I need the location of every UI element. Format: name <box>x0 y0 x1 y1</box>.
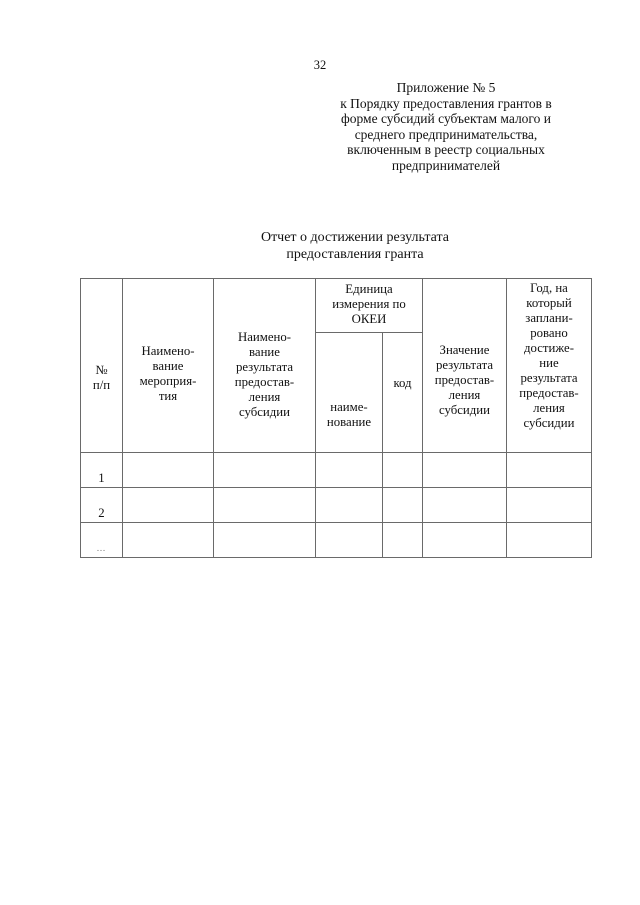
report-title-line: предоставления гранта <box>286 247 424 262</box>
appendix-line: форме субсидий субъектам малого и <box>341 111 551 127</box>
appendix-line: включенным в реестр социальных <box>347 142 545 158</box>
table-cell <box>383 488 423 523</box>
report-title <box>0 229 640 263</box>
table-cell <box>316 488 383 523</box>
page-number: 32 <box>313 58 327 72</box>
table-cell <box>383 523 423 558</box>
header-event-name: Наимено- вание мероприя- тия <box>123 279 214 453</box>
header-result-value: Значение результата предостав- ления субсидии <box>423 279 507 453</box>
header-unit-name: наиме- нование <box>316 333 383 453</box>
table-cell <box>316 523 383 558</box>
table-cell <box>123 523 214 558</box>
row-index: 1 <box>81 453 123 488</box>
table-cell <box>214 523 316 558</box>
report-title-line: Отчет о достижении результата <box>260 230 450 245</box>
table-cell <box>316 453 383 488</box>
appendix-line: Приложение № 5 <box>396 80 496 95</box>
header-okei-unit: Единица измерения по ОКЕИ <box>316 279 423 333</box>
table-cell <box>507 523 592 558</box>
appendix-line: к Порядку предоставления грантов в <box>340 95 552 111</box>
report-table <box>80 278 592 558</box>
table-cell <box>214 488 316 523</box>
appendix-line: среднего предпринимательства, <box>354 126 538 142</box>
table-row <box>81 488 592 523</box>
table-cell <box>507 453 592 488</box>
table-cell <box>383 453 423 488</box>
table-cell <box>123 488 214 523</box>
row-index: … <box>81 523 123 558</box>
header-number: № п/п <box>81 279 123 453</box>
header-result-name: Наимено- вание результата предостав- ления субсидии <box>214 279 316 453</box>
table-cell <box>423 488 507 523</box>
table-row <box>81 453 592 488</box>
table-row <box>81 523 592 558</box>
header-planned-year: Год, на который заплани- ровано достиже- ние результата предостав- ления субсидии <box>507 279 592 453</box>
table-cell <box>423 453 507 488</box>
table-cell <box>507 488 592 523</box>
appendix-line: предпринимателей <box>391 157 501 173</box>
row-index: 2 <box>81 488 123 523</box>
appendix-header <box>316 80 576 174</box>
table-cell <box>423 523 507 558</box>
header-unit-code: код <box>383 333 423 453</box>
table-cell <box>214 453 316 488</box>
table-cell <box>123 453 214 488</box>
